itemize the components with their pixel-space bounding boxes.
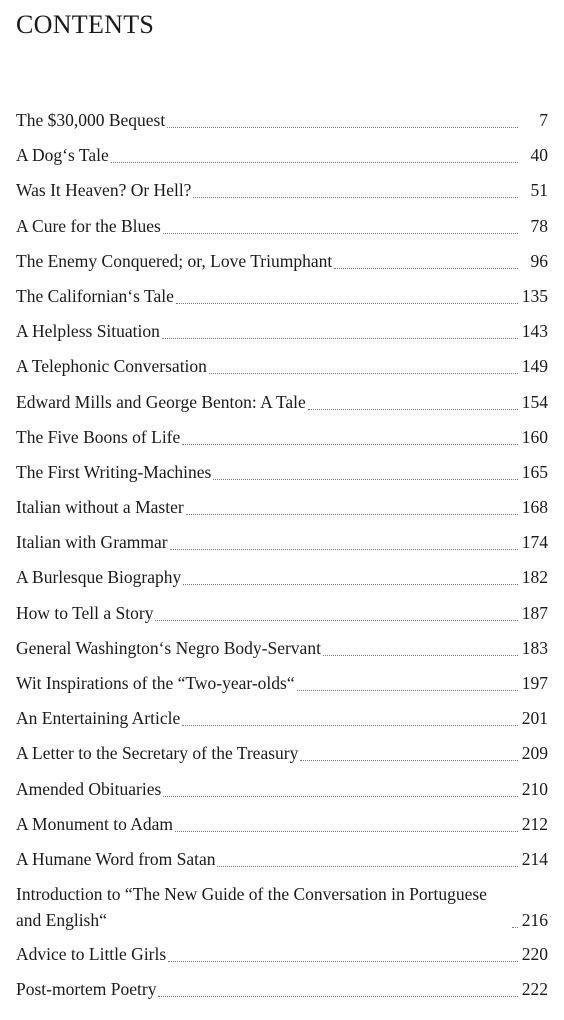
dot-leader bbox=[111, 162, 518, 163]
toc-entry[interactable] bbox=[16, 740, 548, 766]
toc-entry-page-number: 216 bbox=[521, 910, 548, 931]
dot-leader bbox=[162, 338, 518, 339]
toc-entry-title: A Humane Word from Satan bbox=[16, 848, 216, 869]
dot-leader bbox=[170, 549, 518, 550]
toc-entry-page-number: 182 bbox=[521, 567, 548, 588]
toc-entry-page-number: 149 bbox=[521, 356, 548, 377]
toc-entry-title: Amended Obituaries bbox=[16, 778, 162, 799]
toc-entry-page-number: 220 bbox=[521, 944, 548, 965]
toc-entry-title: The Enemy Conquered; or, Love Triumphant bbox=[16, 250, 333, 271]
toc-entry[interactable] bbox=[16, 248, 548, 274]
dot-leader bbox=[182, 444, 518, 445]
toc-entry-page-number: 7 bbox=[539, 110, 548, 130]
toc-entry[interactable] bbox=[16, 670, 548, 696]
dot-leader bbox=[213, 479, 518, 480]
toc-entry-page-number: 40 bbox=[530, 145, 548, 166]
dot-leader bbox=[163, 796, 518, 797]
toc-entry-page-number: 168 bbox=[521, 497, 548, 518]
dot-leader bbox=[512, 927, 518, 928]
toc-entry[interactable] bbox=[16, 318, 548, 344]
toc-entry-title: A Burlesque Biography bbox=[16, 567, 182, 588]
toc-entry-title: The Five Boons of Life bbox=[16, 426, 181, 447]
dot-leader bbox=[186, 514, 518, 515]
toc-entry-title: A Dog‘s Tale bbox=[16, 145, 109, 166]
dot-leader bbox=[308, 409, 518, 410]
toc-entry-page-number: 201 bbox=[521, 708, 548, 729]
toc-entry-title: The $30,000 Bequest bbox=[16, 110, 166, 130]
toc-entry[interactable] bbox=[16, 705, 548, 731]
toc-entry[interactable] bbox=[16, 213, 548, 239]
dot-leader bbox=[193, 197, 518, 198]
dot-leader bbox=[183, 584, 518, 585]
toc-entry[interactable] bbox=[16, 389, 548, 415]
dot-leader bbox=[155, 620, 518, 621]
toc-entry-title: Introduction to “The New Guide of the Conversation in Portuguese and English“ bbox=[16, 884, 487, 931]
toc-entry-page-number: 160 bbox=[521, 426, 548, 447]
toc-entry-title: An Entertaining Article bbox=[16, 708, 181, 729]
dot-leader bbox=[175, 831, 518, 832]
toc-entry[interactable] bbox=[16, 635, 548, 661]
toc-entry-page-number: 210 bbox=[521, 778, 548, 799]
toc-entry[interactable] bbox=[16, 494, 548, 520]
toc-entry-title: The First Writing-Machines bbox=[16, 461, 212, 482]
toc-entry-title: General Washington‘s Negro Body-Servant bbox=[16, 637, 321, 658]
dot-leader bbox=[168, 961, 518, 962]
toc-entry-page-number: 212 bbox=[521, 813, 548, 834]
toc-entry-page-number: 51 bbox=[530, 180, 548, 201]
dot-leader bbox=[158, 996, 518, 997]
toc-entry[interactable] bbox=[16, 177, 548, 203]
dot-leader bbox=[167, 127, 518, 128]
dot-leader bbox=[297, 690, 518, 691]
dot-leader bbox=[217, 866, 518, 867]
toc-entry-page-number: 135 bbox=[521, 285, 548, 306]
toc-entry[interactable] bbox=[16, 600, 548, 626]
toc-entry-page-number: 222 bbox=[521, 979, 548, 1000]
toc-entry-title: Was It Heaven? Or Hell? bbox=[16, 180, 192, 201]
toc-entry-title: Advice to Little Girls bbox=[16, 944, 167, 965]
toc-entry[interactable] bbox=[16, 976, 548, 1002]
toc-entry[interactable] bbox=[16, 564, 548, 590]
toc-entry[interactable] bbox=[16, 424, 548, 450]
toc-entry[interactable] bbox=[16, 811, 548, 837]
toc-entry[interactable] bbox=[16, 353, 548, 379]
toc-entry-title: A Cure for the Blues bbox=[16, 215, 161, 236]
dot-leader bbox=[300, 760, 518, 761]
toc-entry[interactable] bbox=[16, 776, 548, 802]
toc-entry[interactable] bbox=[16, 941, 548, 967]
toc-entry[interactable] bbox=[16, 846, 548, 872]
dot-leader bbox=[176, 303, 518, 304]
toc-entry-page-number: 187 bbox=[521, 602, 548, 623]
toc-entry[interactable] bbox=[16, 459, 548, 485]
page-title: CONTENTS bbox=[16, 10, 155, 39]
toc-entry[interactable] bbox=[16, 142, 548, 168]
toc-entry-page-number: 78 bbox=[530, 215, 548, 236]
toc-entry-page-number: 143 bbox=[521, 321, 548, 342]
toc-entry-title: Post-mortem Poetry bbox=[16, 979, 157, 1000]
toc-entry-page-number: 183 bbox=[521, 637, 548, 658]
dot-leader bbox=[323, 655, 518, 656]
toc-entry-title: Italian without a Master bbox=[16, 497, 184, 518]
toc-entry-page-number: 165 bbox=[521, 461, 548, 482]
toc-entry[interactable] bbox=[16, 107, 548, 133]
table-of-contents bbox=[16, 107, 548, 1012]
dot-leader bbox=[182, 725, 518, 726]
dot-leader bbox=[209, 373, 518, 374]
toc-entry-title: A Letter to the Secretary of the Treasury bbox=[16, 743, 299, 764]
toc-entry-page-number: 174 bbox=[521, 532, 548, 553]
toc-entry-title: A Helpless Situation bbox=[16, 321, 160, 342]
toc-entry-page-number: 197 bbox=[521, 673, 548, 693]
toc-entry-page-number: 96 bbox=[530, 250, 548, 271]
toc-entry[interactable] bbox=[16, 283, 548, 309]
toc-entry-title: A Monument to Adam bbox=[16, 813, 174, 834]
toc-entry-page-number: 214 bbox=[521, 848, 548, 869]
dot-leader bbox=[163, 233, 518, 234]
toc-entry-title: The Californian‘s Tale bbox=[16, 285, 174, 306]
toc-entry-page-number: 154 bbox=[521, 391, 548, 412]
toc-entry[interactable] bbox=[16, 881, 548, 933]
toc-entry-title: Edward Mills and George Benton: A Tale bbox=[16, 391, 306, 412]
dot-leader bbox=[334, 268, 518, 269]
toc-entry-title: Italian with Grammar bbox=[16, 532, 168, 553]
toc-entry[interactable] bbox=[16, 529, 548, 555]
toc-entry-page-number: 209 bbox=[521, 743, 548, 764]
toc-entry-title: A Telephonic Conversation bbox=[16, 356, 207, 377]
toc-entry-title: How to Tell a Story bbox=[16, 602, 154, 623]
toc-entry-title: Wit Inspirations of the “Two-year-olds“ bbox=[16, 673, 295, 693]
